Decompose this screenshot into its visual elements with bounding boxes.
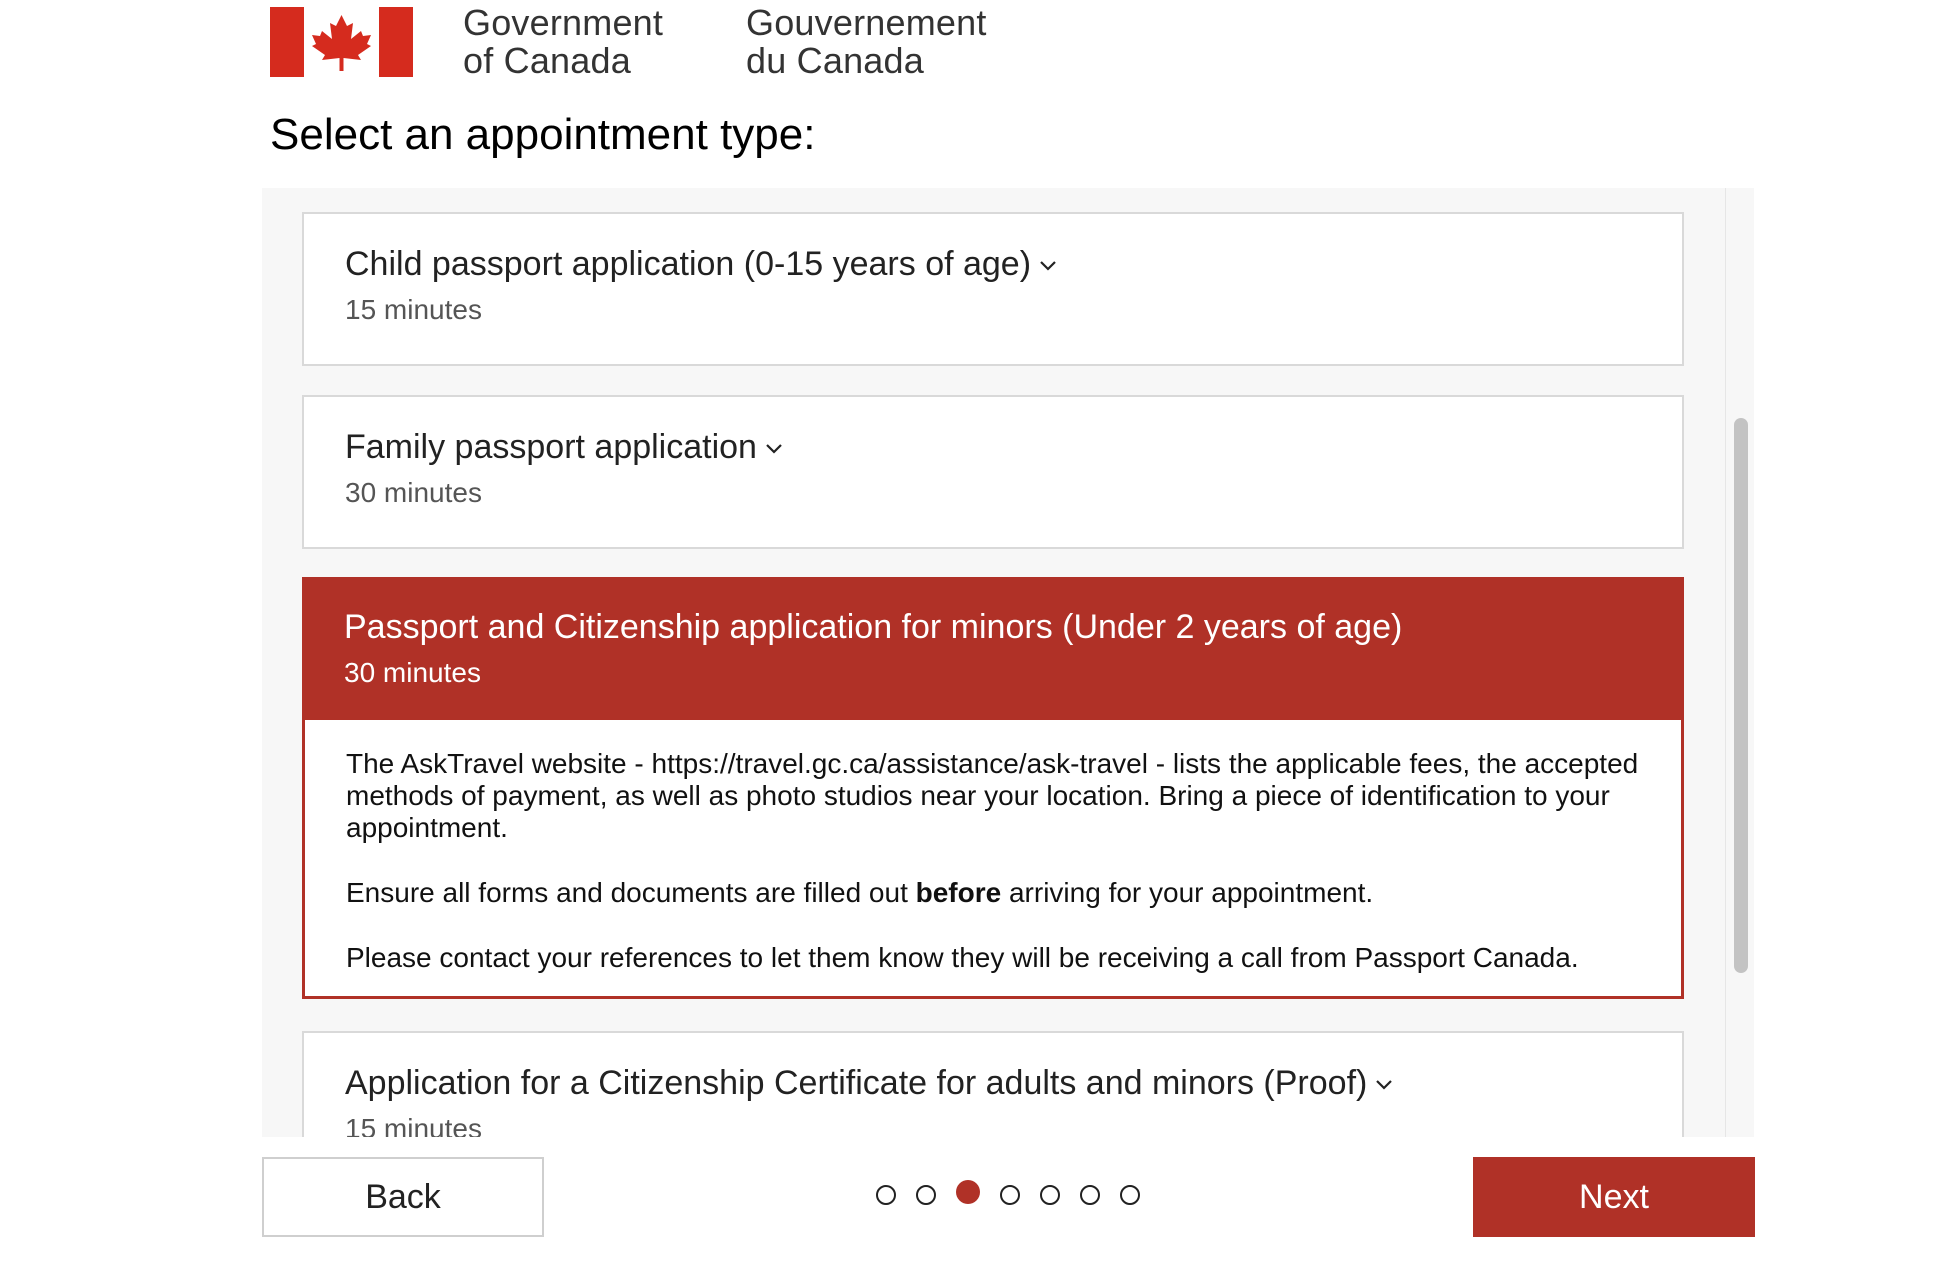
canada-flag-icon bbox=[270, 7, 413, 77]
appointment-card-header[interactable] bbox=[304, 397, 1682, 509]
appointment-title-text: Child passport application (0-15 years of age) bbox=[345, 245, 1032, 283]
appointment-title[interactable] bbox=[345, 1063, 1393, 1103]
appointment-details bbox=[305, 720, 1681, 974]
step-dot bbox=[916, 1185, 936, 1205]
gouvernement-du-canada-wordmark bbox=[746, 4, 987, 80]
page-title: Select an appointment type: bbox=[270, 110, 816, 159]
appointment-card-citizenship-certificate[interactable] bbox=[302, 1031, 1684, 1137]
details-forms-emphasis: before bbox=[915, 877, 1002, 908]
gov-fr-line1: Gouvernement bbox=[746, 2, 987, 43]
step-dot bbox=[1080, 1185, 1100, 1205]
gov-en-line1: Government bbox=[463, 2, 664, 43]
chevron-down-icon[interactable] bbox=[1375, 1079, 1393, 1091]
appointment-card-passport-citizenship-minors-selected[interactable] bbox=[302, 577, 1684, 999]
step-dot bbox=[1000, 1185, 1020, 1205]
details-forms-text-before: Ensure all forms and documents are filled out bbox=[346, 877, 916, 908]
appointment-duration: 15 minutes bbox=[345, 294, 482, 325]
appointment-card-child-passport[interactable] bbox=[302, 212, 1684, 366]
step-indicator bbox=[876, 1180, 1160, 1210]
chevron-down-icon[interactable] bbox=[765, 443, 783, 455]
appointment-title-text: Application for a Citizenship Certificate for adults and minors (Proof) bbox=[345, 1064, 1368, 1102]
government-of-canada-wordmark bbox=[463, 4, 663, 80]
appointment-duration: 30 minutes bbox=[345, 477, 482, 508]
gov-en-line2: of Canada bbox=[463, 40, 631, 81]
details-paragraph-forms bbox=[346, 877, 1641, 909]
appointment-card-family-passport[interactable] bbox=[302, 395, 1684, 549]
appointment-title[interactable] bbox=[345, 244, 1057, 284]
scrollbar[interactable] bbox=[1725, 188, 1754, 1137]
appointment-card-header-selected[interactable] bbox=[305, 580, 1681, 720]
appointment-duration: 15 minutes bbox=[345, 1113, 482, 1137]
next-button[interactable]: Next bbox=[1473, 1157, 1755, 1237]
gov-fr-line2: du Canada bbox=[746, 40, 924, 81]
appointment-card-header[interactable] bbox=[304, 1033, 1682, 1137]
chevron-down-icon[interactable] bbox=[1039, 260, 1057, 272]
appointment-card-header[interactable] bbox=[304, 214, 1682, 326]
step-dot bbox=[1040, 1185, 1060, 1205]
step-dot bbox=[1120, 1185, 1140, 1205]
appointment-list[interactable] bbox=[262, 188, 1754, 1137]
appointment-title[interactable] bbox=[345, 427, 783, 467]
appointment-duration: 30 minutes bbox=[344, 657, 481, 688]
details-paragraph-fees: The AskTravel website - https://travel.gc.ca/assistance/ask-travel - lists the applicable fees, the accepted methods of payment, as well as photo studios near your location. Bring a piece of identification to your appointment. bbox=[346, 748, 1639, 843]
step-dot bbox=[876, 1185, 896, 1205]
step-dot-current bbox=[956, 1180, 980, 1204]
scrollbar-thumb[interactable] bbox=[1734, 418, 1748, 973]
details-forms-text-after: arriving for your appointment. bbox=[1001, 877, 1374, 908]
appointment-title-text: Family passport application bbox=[345, 428, 757, 466]
appointment-title[interactable] bbox=[344, 607, 1402, 647]
back-button[interactable]: Back bbox=[262, 1157, 544, 1237]
appointment-title-text: Passport and Citizenship application for minors (Under 2 years of age) bbox=[344, 608, 1403, 646]
details-paragraph-references: Please contact your references to let them know they will be receiving a call from Passport Canada. bbox=[346, 942, 1579, 973]
